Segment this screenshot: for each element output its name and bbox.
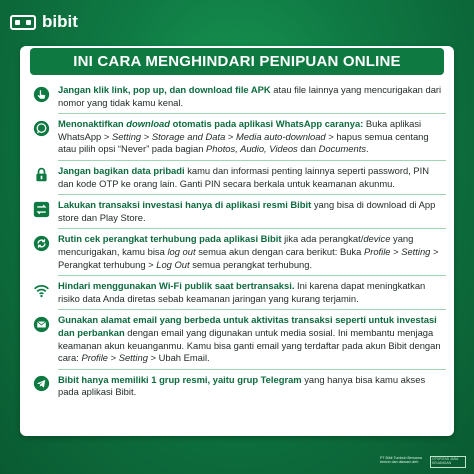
tip-text-segment: Hindari menggunakan Wi-Fi publik saat bertransaksi. [58, 280, 295, 292]
page-title: INI CARA MENGHINDARI PENIPUAN ONLINE [30, 48, 444, 75]
tip-item [32, 233, 446, 271]
tip-text-segment: device [363, 233, 391, 245]
tip-text-segment: atau file lainnya yang mencurigakan dari nomor yang tidak kamu kenal. [58, 84, 442, 108]
tip-text-segment: Setting [401, 245, 431, 257]
tip-text-segment: > [390, 245, 402, 257]
tip-text [58, 84, 446, 109]
item-divider [58, 309, 446, 310]
tip-text-segment: dengan email yang digunakan untuk media sosial. Ini membantu menjaga keamanan akun keuanganmu. Kamu bisa ganti email yang terdaftar pada akun Bibit dengan cara: [58, 326, 441, 364]
tip-text-segment: Photos, Audio, Videos [206, 143, 298, 155]
tip-text-segment: Buka aplikasi WhatsApp > [58, 118, 422, 142]
wifi-icon [32, 281, 50, 299]
tip-text-segment: jika ada perangkat/ [281, 233, 364, 245]
item-divider [58, 275, 446, 276]
tip-item [32, 280, 446, 305]
tip-text [58, 280, 446, 305]
tip-text-segment: Ini karena dapat meningkatkan risiko data Anda diretas sebab keamanan jaringan yang kurang terjamin. [58, 280, 426, 304]
tip-text [58, 165, 446, 190]
item-divider [58, 113, 446, 114]
refresh-device-icon [32, 234, 50, 252]
footer-text: PT Bibit Tumbuh Bersama berizin dan diawasi oleh [380, 456, 422, 465]
tip-text-segment: Bibit hanya memiliki 1 grup resmi, yaitu grup Telegram [58, 373, 302, 385]
tip-text [58, 199, 446, 224]
tip-text-segment: Jangan bagikan data pribadi [58, 164, 185, 176]
tip-item [32, 314, 446, 364]
tip-text-segment: dan [297, 143, 319, 155]
tip-item [32, 84, 446, 109]
tip-text [58, 374, 446, 399]
tip-text-segment: semua perangkat terhubung. [189, 258, 313, 270]
tip-text-segment: > Ubah Email. [147, 352, 210, 364]
tip-text-segment: Log Out [156, 258, 190, 270]
bibit-logo-icon [10, 15, 36, 30]
tip-text-segment: kamu dan informasi penting lainnya seperti password, PIN dan kode OTP ke orang lain. Ganti PIN secara berkala untuk keamanan akunmu. [58, 164, 429, 189]
tip-text-segment: yang hanya bisa kamu akses pada aplikasi Bibit. [58, 373, 426, 398]
tip-text-segment: Setting [111, 130, 142, 142]
tip-text-segment: Gunakan alamat email yang berbeda untuk aktivitas transaksi seperti untuk investasi dan perbankan [58, 314, 437, 338]
tip-text [58, 118, 446, 156]
tip-item [32, 165, 446, 190]
tip-item [32, 199, 446, 224]
tip-text-segment: > [108, 352, 119, 364]
tip-text-segment: > Perangkat terhubung > [58, 245, 439, 270]
tip-text-segment: Setting [118, 352, 148, 364]
brand-logo [10, 12, 78, 32]
tip-text-segment: semua akun dengan cara berikut: Buka [195, 245, 364, 257]
tips-list [32, 84, 446, 399]
padlock-icon [32, 166, 50, 184]
tip-text [58, 314, 446, 364]
tip-text-segment: Profile [363, 245, 391, 257]
tip-text-segment: Media auto-download [236, 130, 326, 142]
email-icon [32, 315, 50, 333]
telegram-icon [32, 375, 50, 393]
tip-text-segment: yang bisa di download di App store dan Play Store. [58, 199, 436, 223]
tip-text-segment: Rutin cek perangkat terhubung pada aplikasi Bibit [58, 233, 282, 245]
tip-text-segment: > hapus semua centang atau pilih opsi “Never” pada bagian [58, 130, 429, 155]
tip-text-segment: otomatis pada aplikasi WhatsApp caranya: [170, 118, 364, 130]
tip-text-segment: . [366, 143, 369, 155]
tip-text [58, 233, 446, 271]
pointer-hand-icon [32, 85, 50, 103]
tip-text-segment: Storage and Data [151, 130, 226, 142]
ojk-logo: OTORITAS JASA KEUANGAN [430, 456, 466, 468]
tip-text-segment: log out [167, 245, 196, 257]
footer [380, 456, 466, 468]
tip-text-segment: download [126, 118, 170, 130]
transfer-icon [32, 200, 50, 218]
tip-text-segment: > [225, 130, 236, 142]
whatsapp-icon [32, 119, 50, 137]
tip-item [32, 118, 446, 156]
tip-text-segment: yang mencurigakan, kamu bisa [58, 233, 414, 257]
tip-text-segment: Jangan klik link, pop up, dan download file APK [58, 84, 271, 95]
tip-text-segment: > [141, 130, 152, 142]
tip-text-segment: Documents [318, 143, 367, 155]
tip-text-segment: Lakukan transaksi investasi hanya di aplikasi resmi Bibit [58, 199, 312, 211]
brand-name: bibit [42, 12, 78, 31]
item-divider [58, 228, 446, 229]
item-divider [58, 369, 446, 370]
tip-text-segment: Profile [81, 352, 109, 364]
tip-item [32, 374, 446, 399]
item-divider [58, 160, 446, 161]
item-divider [58, 194, 446, 195]
tip-text-segment: Menonaktifkan [58, 118, 127, 130]
